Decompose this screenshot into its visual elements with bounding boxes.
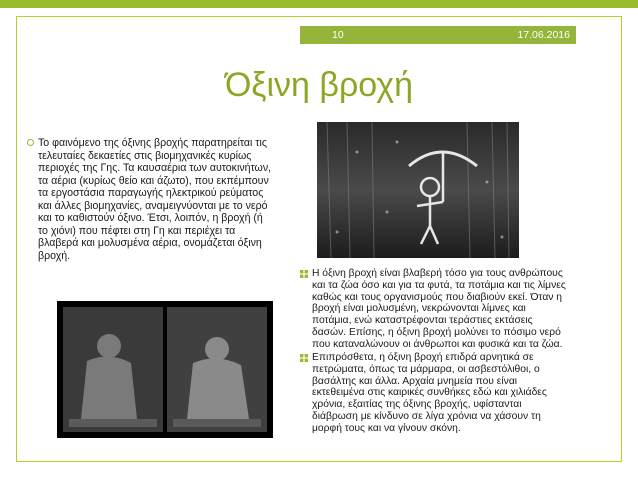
right-bullet-2 [300, 352, 568, 435]
slide-title: Όξινη βροχή [224, 66, 414, 104]
square-bullet-icon [300, 354, 308, 362]
rain-umbrella-photo [317, 122, 519, 258]
slide-header-bar [300, 26, 576, 44]
right-bullet-2-text: Επιπρόσθετα, η όξινη βροχή επιδρά αρνητικά σε πετρώματα, όπως τα μάρμαρα, οι ασβεστόλιθοι, ο βασάλτης και άλλα. Αρχαία μνημεία που είναι εκτεθειμένα στις καιρικές συνθήκες εδώ και χιλιάδες χρόνια, εξαιτίας της όξινης βροχής, υφίστανται διάβρωση με κίνδυνο σε λίγα χρόνια να χάσουν τη μορφή τους και να γίνουν σκόνη. [312, 352, 547, 434]
left-text-block [38, 137, 274, 262]
circle-bullet-icon [27, 139, 34, 146]
slide-number: 10 [332, 29, 344, 41]
right-bullet-1-text: Η όξινη βροχή είναι βλαβερή τόσο για τους ανθρώπους και τα ζώα όσο και για τα φυτά, τα ποτάμια και τις λίμνες καθώς και τους οργανισμούς που διαβιούν εκεί. Όταν η βροχή είναι μολυσμένη, νεκρώνονται λίμνες και ποτάμια, ενώ καταστρέφονται τεράστιες εκτάσεις δασών. Επίσης, η όξινη βροχή μολύνει το πόσιμο νερό που καταναλώνουν οι άνθρωποι και φυσικά και τα ζώα. [312, 268, 566, 350]
right-bullet-1 [300, 268, 568, 351]
top-accent-strip [0, 0, 638, 8]
left-paragraph: Το φαινόμενο της όξινης βροχής παρατηρείται τις τελευταίες δεκαετίες στις βιομηχανικές κυρίως περιοχές της Γης. Τα καυσαέρια των αυτοκινήτων, τα αέρια (κυρίως θείο και άζωτο), που εκπέμπουν τα εργοστάσια παραγωγής ηλεκτρικού ρεύματος και άλλες βιομηχανίες, αναμειγνύονται με το νερό και το καθιστούν όξινο. Έτσι, λοιπόν, η βροχή (ή το χιόνι) που πέφτει στη Γη και περιέχει τα βλαβερά και μολυσμένα αέρια, ονομάζεται όξινη βροχή. [38, 137, 272, 262]
statue-erosion-photos [57, 301, 273, 438]
square-bullet-icon [300, 270, 308, 278]
slide-date: 17.06.2016 [517, 29, 570, 41]
